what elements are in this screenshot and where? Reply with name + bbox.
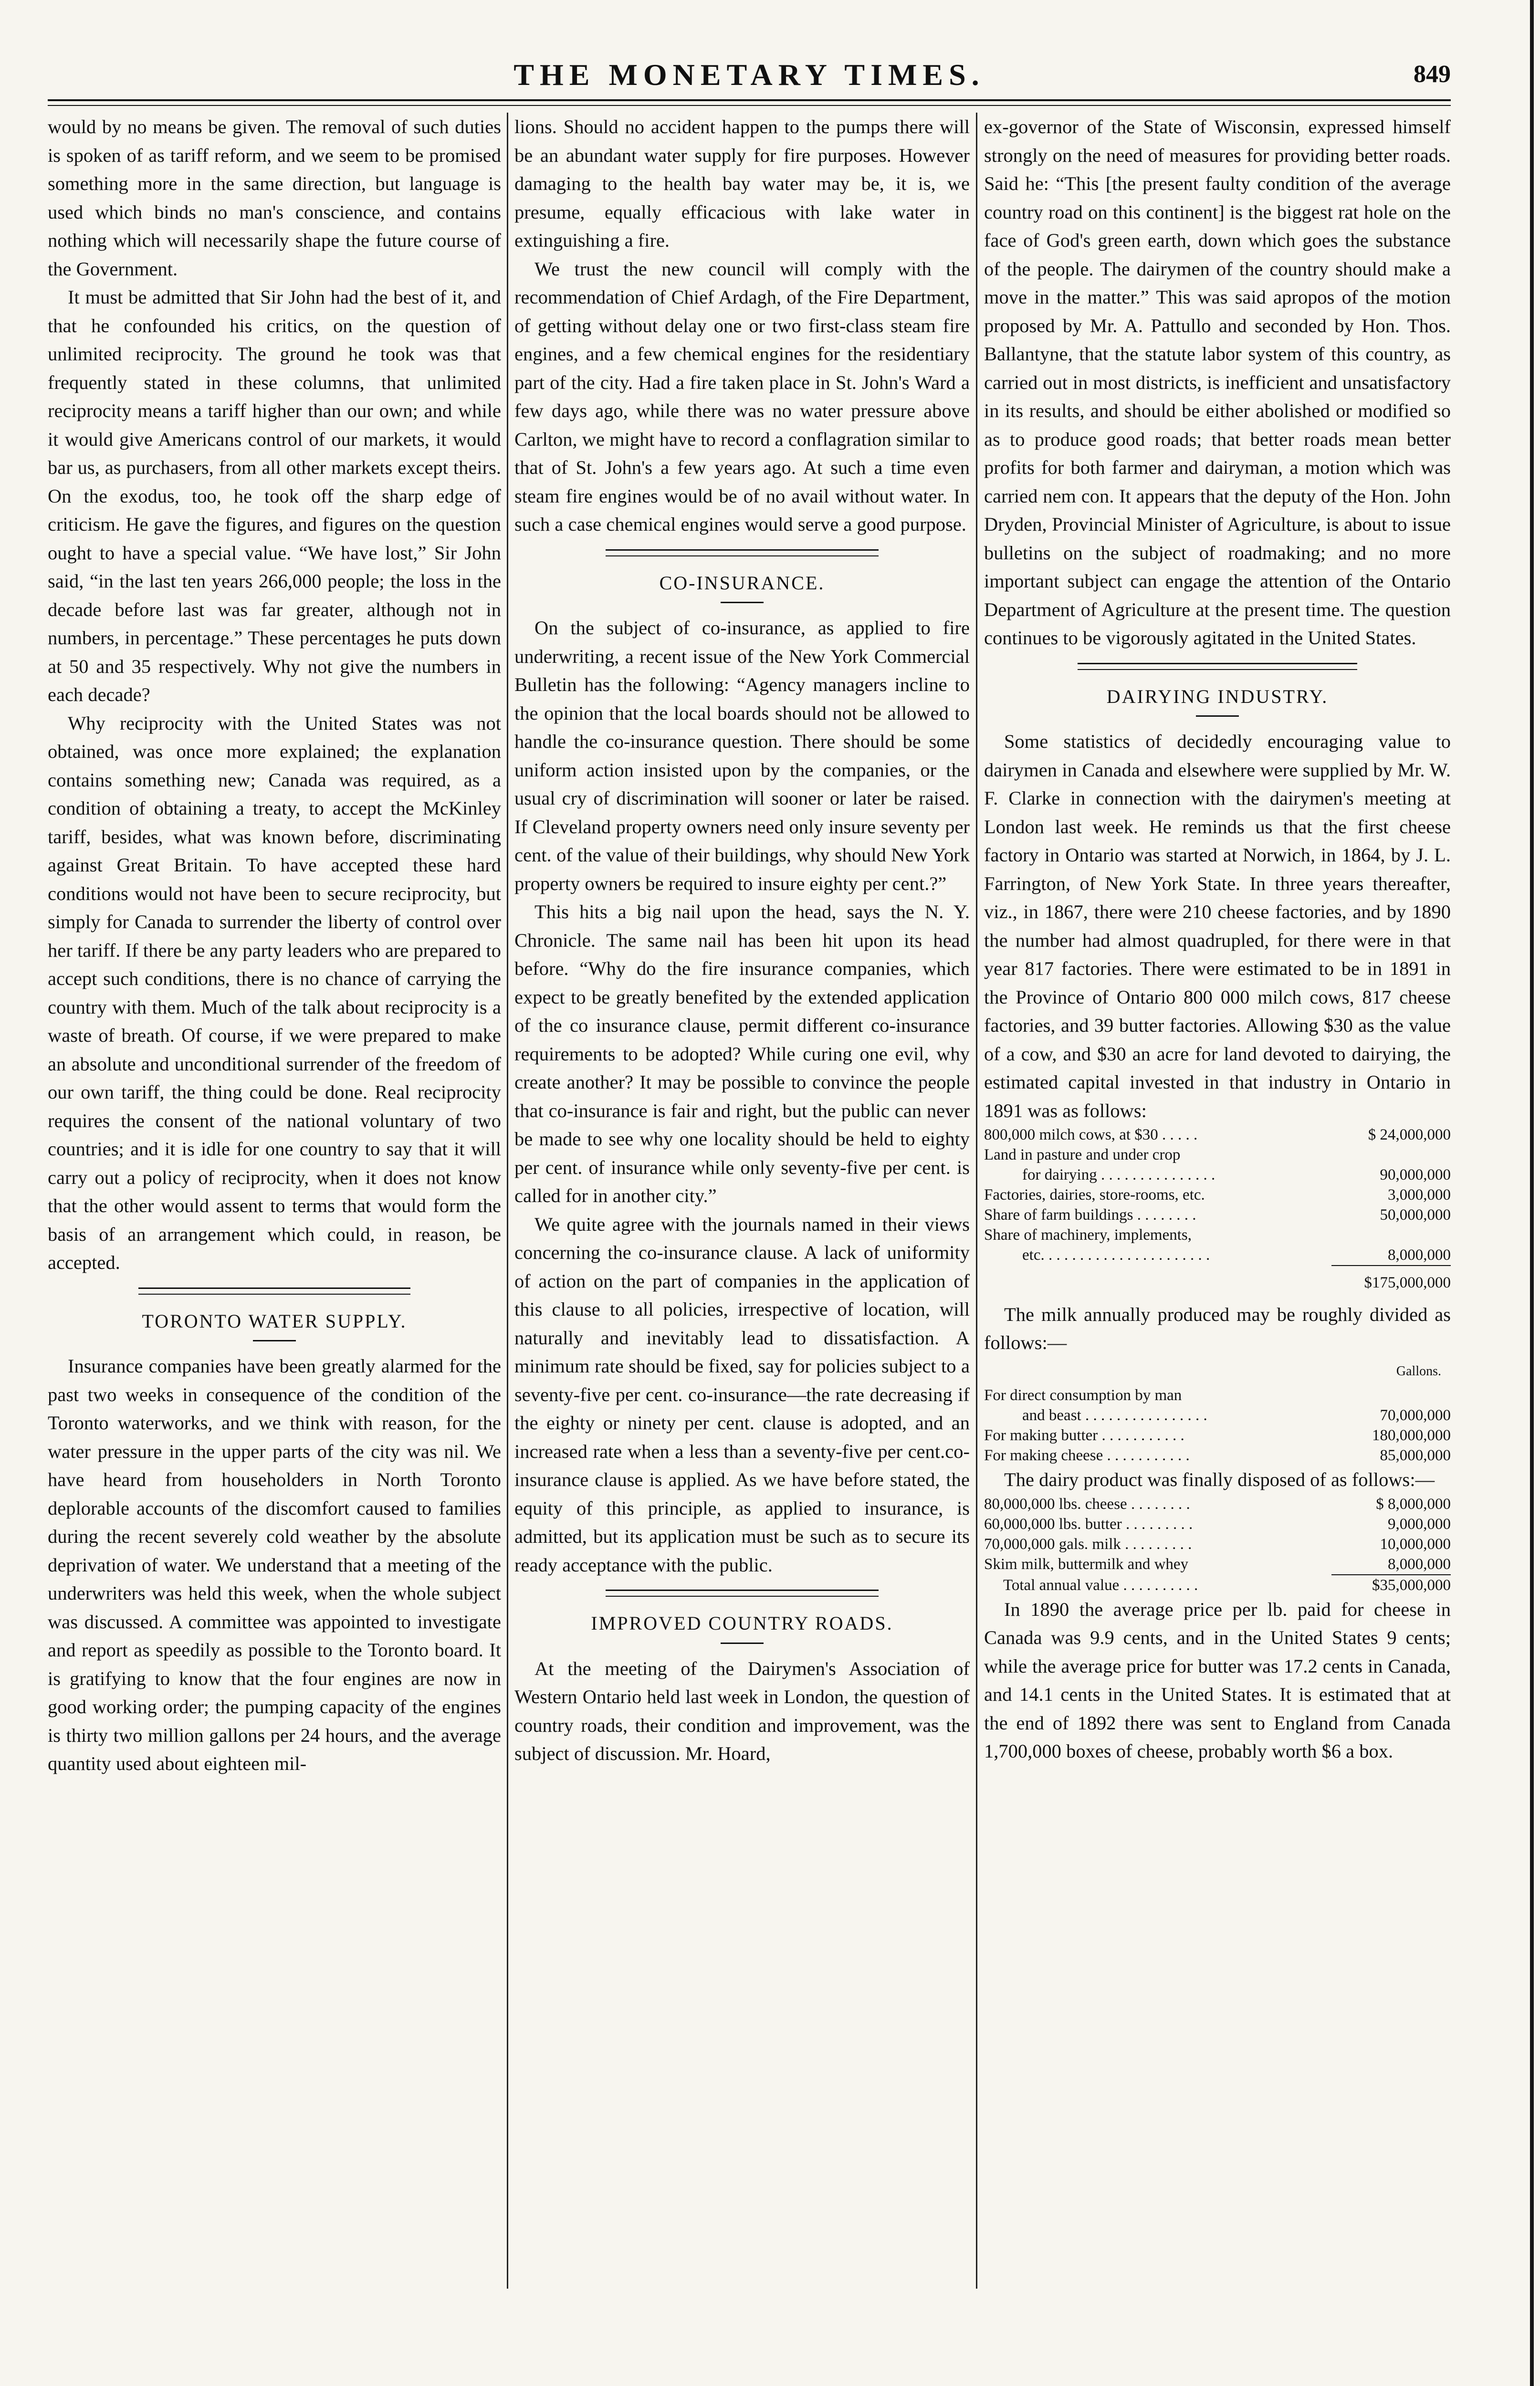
row-label: 60,000,000 lbs. butter . . . . . . . . . [984,1515,1193,1533]
table-row [984,1165,1451,1185]
row-value: 8,000,000 [1388,1555,1451,1573]
paragraph: The milk annually produced may be roughly divided as follows:— [984,1303,1451,1353]
table-row [984,1145,1451,1165]
column-2 [514,113,970,2289]
page-number: 849 [1414,61,1451,88]
row-label: and beast . . . . . . . . . . . . . . . . [1022,1407,1207,1424]
row-value [1331,1145,1451,1165]
row-value: 90,000,000 [1380,1166,1451,1183]
row-label: For making cheese . . . . . . . . . . . [984,1447,1190,1464]
row-value: 10,000,000 [1380,1535,1451,1553]
table-row [984,1534,1451,1554]
paragraph: lions. Should no accident happen to the pumps there will be an abundant water supply for fire purposes. However damaging to the health bay water may be, it is, we presume, equally efficacious with lake water in extinguishing a fire. [514,116,970,251]
paragraph: ex-governor of the State of Wisconsin, expressed himself strongly on the need of measures for providing better roads. Said he: “This [the present faulty condition of the average country road on this continent] is the biggest rat hole on the face of God's green earth, down which goes the substance of the people. The dairymen of the country should make a move in the matter.” This was said apropos of the motion proposed by Mr. A. Pattullo and seconded by Hon. Thos. Ballantyne, that the statute labor system of this country, as carried out in most districts, is inefficient and unsatisfactory in its results, and should be either abolished or modified so as to produce good roads; that better roads mean better profits for both farmer and dairyman, a motion which was carried nem con. It appears that the deputy of the Hon. John Dryden, Provincial Minister of Agriculture, is about to issue bulletins on the subject of roadmaking; and no more important subject can engage the attention of the Ontario Department of Agriculture at the present time. The question continues to be vigorously agitated in the United States. [984,116,1451,649]
section-rule [606,1590,879,1597]
row-value: 50,000,000 [1380,1206,1451,1224]
paragraph: It must be admitted that Sir John had the best of it, and that he confounded his critics, on the question of unlimited reciprocity. The ground he took was that frequently stated in these columns, that unlimited reciprocity means a tariff higher than our own; and while it would give Americans control of our markets, it would bar us, as purchasers, from all other markets except theirs. On the exodus, too, he took off the sharp edge of criticism. He gave the figures, and figures on the question ought to have a special value. “We have lost,” Sir John said, “in the last ten years 266,000 people; the loss in the decade before last was far greater, although not in numbers, in percentage.” These percentages he puts down at 50 and 35 respectively. Why not give the numbers in each decade? [48,286,501,705]
section-heading: DAIRYING INDUSTRY. [1106,685,1329,707]
table-row [984,1185,1451,1205]
table-row [984,1405,1451,1425]
paragraph: We quite agree with the journals named in their views concerning the co-insurance clause. A lack of uniformity of action on the part of companies in the application of this clause to all policies, irrespective of location, will naturally and inevitably lead to dissatisfaction. A minimum rate should be fixed, say for policies subject to a seventy-five per cent. co-insurance—the rate decreasing if the eighty or ninety per cent. clause is adopted, and an increased rate when a less than a seventy-five per cent.co-insurance clause is applied. As we have before stated, the equity of this principle, as applied to insurance, is admitted, but its application must be such as to secure its ready acceptance with the public. [514,1213,970,1576]
column-divider [507,113,508,2289]
row-label: Land in pasture and under crop [984,1146,1181,1163]
paragraph: In 1890 the average price per lb. paid for cheese in Canada was 9.9 cents, and in the United States 9 cents; while the average price for butter was 17.2 cents in Canada, and 14.1 cents in the United States. It is estimated that at the end of 1892 there was sent to England from Canada 1,700,000 boxes of cheese, probably worth $6 a box. [984,1598,1451,1762]
heading-rule [1196,715,1239,717]
product-total-value: $35,000,000 [1372,1576,1451,1594]
row-label: Skim milk, buttermilk and whey [984,1555,1189,1573]
paragraph: Some statistics of decidedly encouraging value to dairymen in Canada and elsewhere were supplied by Mr. W. F. Clarke in connection with the dairymen's meeting at London last week. He reminds us that the first cheese factory in Ontario was started at Norwich, in 1864, by J. L. Farrington, of New York State. In three years thereafter, viz., in 1867, there were 210 cheese factories, and by 1890 the number had almost quadrupled, for there were in that year 817 factories. There were estimated to be in 1891 in the Province of Ontario 800 000 milch cows, 817 cheese factories, and 39 butter factories. Allowing $30 as the value of a cow, and $30 an acre for land devoted to dairying, the estimated capital invested in that industry in Ontario in 1891 was as follows: [984,731,1451,1121]
table-row [984,1494,1451,1514]
section-heading: IMPROVED COUNTRY ROADS. [591,1612,893,1634]
capital-table [984,1125,1451,1265]
product-total-label: Total annual value . . . . . . . . . . [1003,1576,1198,1594]
row-label: Share of farm buildings . . . . . . . . [984,1206,1196,1224]
column-divider [976,113,977,2289]
row-value: 70,000,000 [1380,1407,1451,1424]
sum-rule [1331,1265,1451,1266]
product-total-row [984,1575,1451,1595]
product-table [984,1494,1451,1574]
paragraph: would by no means be given. The removal of such duties is spoken of as tariff reform, and we seem to be promised something more in the same direction, but language is used which binds no man's conscience, and contains nothing which will necessarily shape the future course of the Government. [48,116,501,280]
paragraph: We trust the new council will comply with the recommendation of Chief Ardagh, of the Fire Department, of getting without delay one or two first-class steam fire engines, and a few chemical engines for the residentiary part of the city. Had a fire taken place in St. John's Ward a few days ago, while there was no water pressure above Carlton, we might have to record a conflagration similar to that of St. John's a few years ago. At such a time even steam fire engines would be of no avail without water. In such a case chemical engines would serve a good purpose. [514,258,970,535]
section-heading: TORONTO WATER SUPPLY. [142,1310,407,1332]
row-value [1331,1225,1451,1245]
table-row [984,1225,1451,1245]
paragraph: The dairy product was finally disposed of as follows:— [1004,1469,1435,1490]
page-edge [1530,0,1534,2386]
capital-total: $175,000,000 [1364,1274,1451,1291]
paragraph: At the meeting of the Dairymen's Association of Western Ontario held last week in London, the question of country roads, their condition and improvement, was the subject of discussion. Mr. Hoard, [514,1657,970,1764]
row-value: 3,000,000 [1388,1186,1451,1203]
row-label: 800,000 milch cows, at $30 . . . . . [984,1126,1198,1143]
section-rule [1078,663,1358,670]
table-row [984,1205,1451,1225]
row-value: 180,000,000 [1372,1427,1451,1444]
row-label: Share of machinery, implements, [984,1226,1192,1244]
section-rule [606,549,879,556]
paragraph: This hits a big nail upon the head, says the N. Y. Chronicle. The same nail has been hit upon its head before. “Why do the fire insurance companies, which expect to be greatly benefited by the extended application of the co insurance clause, permit different co-insurance requirements to be adopted? While curing one evil, why create another? It may be possible to convince the people that co-insurance is fair and right, but the public can never be made to see why one locality should be held to eighty per cent. of insurance while only seventy-five per cent. is called for in another city.” [514,901,970,1206]
heading-rule [721,602,764,603]
table-row [984,1554,1451,1574]
column-3 [984,113,1451,2289]
table-row [984,1425,1451,1445]
row-value: 9,000,000 [1388,1515,1451,1533]
gallons-label: Gallons. [1396,1363,1441,1379]
row-label: 70,000,000 gals. milk . . . . . . . . . [984,1535,1192,1553]
heading-rule [253,1340,296,1341]
paragraph: On the subject of co-insurance, as applied to fire underwriting, a recent issue of the New York Commercial Bulletin has the following: “Agency managers incline to the opinion that the local boards should not be allowed to handle the co-insurance question. There should be some uniform action insisted upon by the companies, or the usual cry of discrimination will sooner or later be raised. If Cleveland property owners need only insure seventy per cent. of the value of their buildings, why should New York property owners be required to insure eighty per cent.?” [514,617,970,894]
masthead [48,57,1451,100]
row-label: etc. . . . . . . . . . . . . . . . . . . . . . [1022,1246,1210,1264]
row-label: 80,000,000 lbs. cheese . . . . . . . . [984,1495,1190,1513]
paragraph: Insurance companies have been greatly alarmed for the past two weeks in consequence of the condition of the Toronto waterworks, and we think with reason, for the water pressure in the upper parts of the city was nil. We have heard from householders in North Toronto deplorable accounts of the discomfort caused to families during the recent severely cold weather by the absolute deprivation of water. We understand that a meeting of the underwriters was held this week, when the whole subject was discussed. A committee was appointed to investigate and report as speedily as possible to the Toronto board. It is gratifying to know that the four engines are now in good working order; the pumping capacity of the engines is thirty two million gallons per 24 hours, and the average quantity used about eighteen mil- [48,1355,501,1774]
heading-rule [721,1643,764,1644]
row-value: 8,000,000 [1388,1246,1451,1264]
row-label: for dairying . . . . . . . . . . . . . . . [1022,1166,1215,1183]
section-heading: CO-INSURANCE. [659,572,825,594]
masthead-rule [48,99,1451,106]
table-row [984,1125,1451,1145]
column-1 [48,113,501,2289]
publication-title: THE MONETARY TIMES. [513,58,985,92]
row-value: $ 24,000,000 [1368,1126,1451,1143]
row-label: For direct consumption by man [984,1387,1182,1404]
row-label: Factories, dairies, store-rooms, etc. [984,1186,1205,1203]
row-value: 85,000,000 [1380,1447,1451,1464]
row-label: For making butter . . . . . . . . . . . [984,1427,1184,1444]
section-rule [138,1287,410,1295]
table-row [984,1245,1451,1265]
table-row [984,1445,1451,1465]
table-row [984,1514,1451,1534]
paragraph: Why reciprocity with the United States was not obtained, was once more explained; the explanation contains something new; Canada was required, as a condition of obtaining a treaty, to accept the McKinley tariff, besides, what was known before, discriminating against Great Britain. To have accepted these hard conditions would not have been to secure reciprocity, but simply for Canada to surrender the liberty of control over her tariff. If there be any party leaders who are prepared to accept such conditions, there is no chance of carrying the country with them. Much of the talk about reciprocity is a waste of breath. Of course, if we were prepared to make an absolute and unconditional surrender of the freedom of our own tariff, the thing could be done. Real reciprocity requires the consent of the national voluntary of two countries; and it is idle for one country to say that it will carry out a policy of reciprocity, when it does not know that the other would assent to terms that would form the basis of an arrangement which could, in reason, be accepted. [48,712,501,1273]
row-value: $ 8,000,000 [1376,1495,1451,1513]
table-row [984,1385,1451,1405]
row-value [1331,1385,1451,1405]
milk-table [984,1385,1451,1465]
